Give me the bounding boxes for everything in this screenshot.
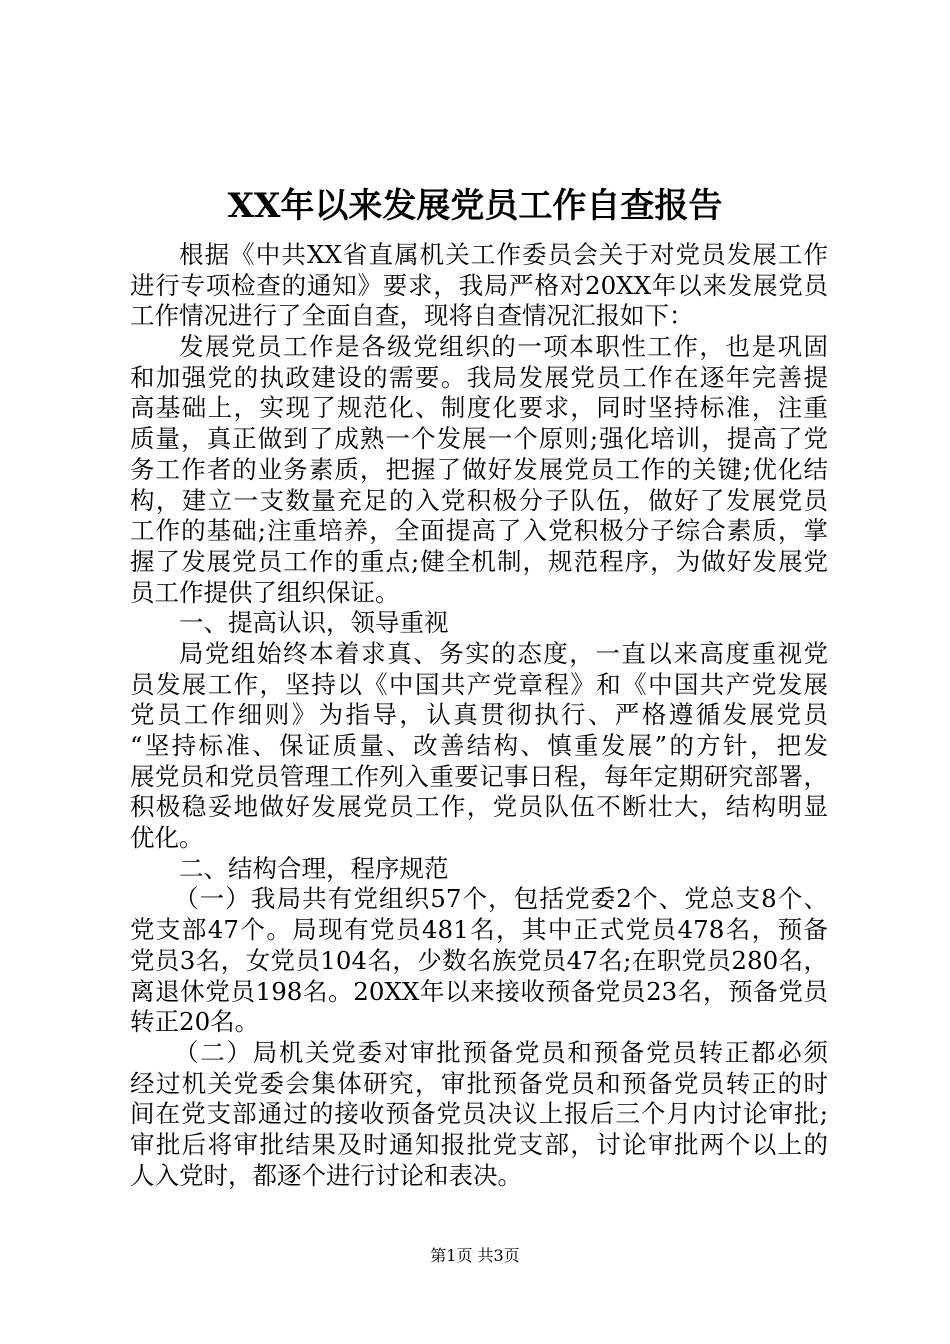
paragraph-line: 优化。 <box>130 823 204 853</box>
paragraph-line: （二）局机关党委对审批预备党员和预备党员转正都必须 <box>174 1037 828 1067</box>
paragraph-line: 根据《中共XX省直属机关工作委员会关于对党员发展工作 <box>179 240 828 269</box>
paragraph-line: 转正20名。 <box>130 1007 260 1037</box>
paragraph-line: 发展党员工作是各级党组织的一项本职性工作，也是巩固 <box>179 332 828 362</box>
paragraph-line: 党员3名，女党员104名，少数名族党员47名;在职党员280名， <box>130 945 828 975</box>
paragraph-line: 局党组始终本着求真、务实的态度，一直以来高度重视党 <box>179 638 828 668</box>
paragraph-line: 高基础上，实现了规范化、制度化要求，同时坚持标准，注重 <box>130 393 828 423</box>
paragraph-line: 务工作者的业务素质，把握了做好发展党员工作的关键;优化结 <box>130 454 828 484</box>
paragraph-line: 员发展工作，坚持以《中国共产党章程》和《中国共产党发展 <box>130 669 828 699</box>
paragraph-line: 党员工作细则》为指导，认真贯彻执行、严格遵循发展党员 <box>130 700 828 730</box>
paragraph-line: 进行专项检查的通知》要求，我局严格对20XX年以来发展党员 <box>130 270 828 300</box>
paragraph-line: 展党员和党员管理工作列入重要记事日程，每年定期研究部署， <box>130 761 828 791</box>
paragraph-line: 握了发展党员工作的重点;健全机制，规范程序，为做好发展党 <box>130 546 828 576</box>
paragraph-line: 和加强党的执政建设的需要。我局发展党员工作在逐年完善提 <box>130 362 828 392</box>
paragraph-line: 积极稳妥地做好发展党员工作，党员队伍不断壮大，结构明显 <box>130 792 828 822</box>
section-heading: 二、结构合理，程序规范 <box>179 853 449 883</box>
paragraph-line: 人入党时，都逐个进行讨论和表决。 <box>130 1160 522 1190</box>
paragraph-line: （一）我局共有党组织57个，包括党委2个、党总支8个、 <box>174 884 828 914</box>
document-body <box>130 240 828 1191</box>
paragraph-line: 员工作提供了组织保证。 <box>130 577 400 607</box>
paragraph-line: 审批后将审批结果及时通知报批党支部，讨论审批两个以上的 <box>130 1129 828 1159</box>
paragraph-line: “坚持标准、保证质量、改善结构、慎重发展”的方针，把发 <box>130 731 828 760</box>
paragraph-line: 工作的基础;注重培养，全面提高了入党积极分子综合素质，掌 <box>130 516 828 546</box>
page-footer: 第1页 共3页 <box>430 1246 520 1265</box>
paragraph-line: 构，建立一支数量充足的入党积极分子队伍，做好了发展党员 <box>130 485 828 515</box>
section-heading: 一、提高认识，领导重视 <box>179 608 449 638</box>
paragraph-line: 党支部47个。局现有党员481名，其中正式党员478名，预备 <box>130 915 828 945</box>
paragraph-line: 质量，真正做到了成熟一个发展一个原则;强化培训，提高了党 <box>130 424 828 454</box>
paragraph-line: 间在党支部通过的接收预备党员决议上报后三个月内讨论审批; <box>130 1099 828 1129</box>
paragraph-line: 经过机关党委会集体研究，审批预备党员和预备党员转正的时 <box>130 1068 828 1098</box>
page-title: XX年以来发展党员工作自查报告 <box>227 186 723 226</box>
paragraph-line: 工作情况进行了全面自查，现将自查情况汇报如下： <box>130 301 694 331</box>
paragraph-line: 离退休党员198名。20XX年以来接收预备党员23名，预备党员 <box>130 976 828 1006</box>
